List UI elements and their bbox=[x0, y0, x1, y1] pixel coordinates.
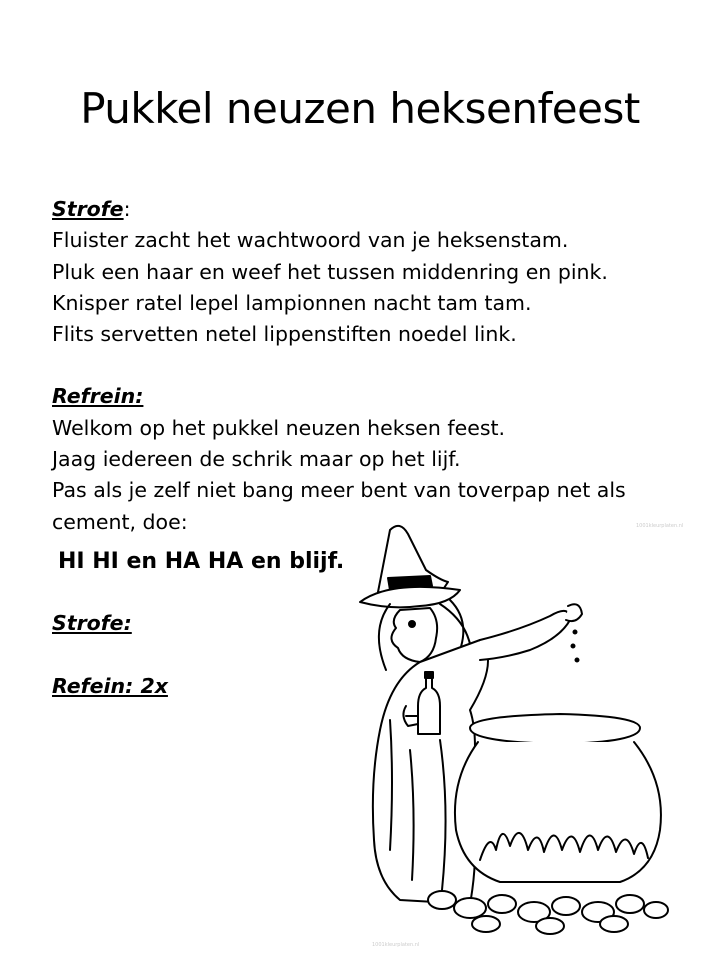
strofe-line: Pluk een haar en weef het tussen middenring en pink. bbox=[52, 259, 608, 284]
witch-cauldron-illustration bbox=[330, 520, 700, 940]
strofe-line: Flits servetten netel lippenstiften noedel link. bbox=[52, 322, 517, 347]
strofe-heading-colon: : bbox=[123, 197, 131, 221]
refrein-line: Welkom op het pukkel neuzen heksen feest. bbox=[52, 415, 506, 440]
stanza-gap bbox=[52, 350, 692, 381]
refrein-line: Pas als je zelf niet bang meer bent van toverpap net als cement, doe: bbox=[52, 478, 626, 534]
witch-face bbox=[391, 608, 437, 662]
refrein-shout: HI HI en HA HA en blijf. bbox=[58, 548, 345, 574]
strofe-repeat-heading: Strofe: bbox=[52, 611, 132, 636]
watermark-bottom: 1001kleurplaten.nl bbox=[372, 942, 420, 948]
refrein-line: Jaag iedereen de schrik maar op het lijf. bbox=[52, 447, 461, 472]
strofe-line: Fluister zacht het wachtwoord van je heksenstam. bbox=[52, 228, 569, 253]
cauldron bbox=[470, 714, 640, 744]
strofe-line: Knisper ratel lepel lampionnen nacht tam tam. bbox=[52, 290, 532, 315]
witch-arm bbox=[480, 611, 570, 660]
page-title: Pukkel neuzen heksenfeest bbox=[80, 84, 640, 133]
watermark-top: 1001kleurplaten.nl bbox=[636, 523, 684, 529]
refrein-heading: Refrein: bbox=[52, 384, 144, 409]
strofe-heading-line bbox=[52, 194, 692, 225]
refrein-repeat-heading: Refein: 2x bbox=[52, 673, 168, 698]
strofe-heading: Strofe bbox=[52, 197, 124, 221]
